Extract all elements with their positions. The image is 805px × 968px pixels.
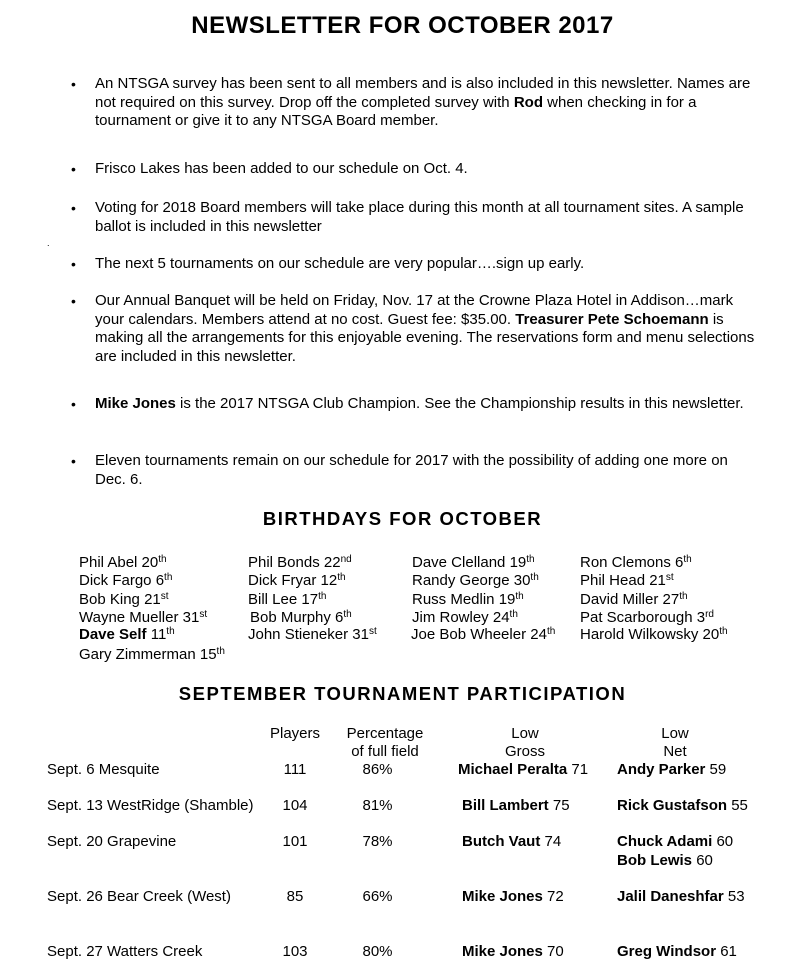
low-gross-name: Michael Peralta: [458, 761, 568, 778]
birthday-suffix: th: [166, 626, 175, 637]
header-percentage-line2: of full field: [351, 743, 419, 760]
birthday-entry: [580, 626, 728, 644]
birthday-suffix: th: [526, 554, 535, 565]
bullet-dot: •: [71, 396, 76, 412]
header-percentage: [320, 725, 450, 761]
low-gross-winner: [462, 833, 561, 851]
birthday-suffix: th: [337, 572, 346, 583]
birthday-entry: [580, 554, 692, 572]
birthday-day: 31: [182, 609, 200, 626]
birthday-name: David Miller: [580, 591, 659, 608]
announcement-text: The next 5 tournaments on our schedule are very popular….sign up early.: [95, 255, 585, 272]
low-net-score: 55: [731, 797, 748, 814]
birthday-day: 30: [513, 572, 531, 589]
birthday-entry: [79, 626, 175, 644]
birthday-entry: [412, 572, 539, 590]
tournament-percentage: 66%: [362, 888, 393, 905]
birthday-day: 11: [150, 626, 167, 643]
announcement-text: is the 2017 NTSGA Club Champion. See the Championship results in this newsletter.: [175, 395, 744, 412]
birthday-entry: [411, 626, 555, 644]
low-net-score: 53: [727, 888, 745, 905]
header-percentage-line1: Percentage: [346, 725, 424, 742]
announcement-emphasis: Treasurer Pete Schoemann: [515, 310, 709, 328]
announcement-item: [71, 160, 760, 179]
birthday-suffix: th: [546, 626, 556, 637]
header-low-net: [620, 725, 730, 761]
birthday-name: Gary Zimmerman: [79, 646, 196, 663]
birthday-entry: [79, 591, 169, 609]
low-net-winner: [617, 797, 748, 815]
tournament-event: Sept. 13 WestRidge (Shamble): [47, 797, 254, 814]
low-net-winner: [617, 852, 713, 870]
header-players: Players: [269, 725, 321, 742]
announcement-item: [71, 255, 760, 274]
birthday-name: Randy George: [412, 572, 510, 589]
low-gross-score: 71: [571, 761, 589, 778]
birthday-entry: [412, 609, 518, 627]
low-net-score: 59: [709, 761, 727, 778]
announcement-item: [71, 199, 760, 236]
birthday-suffix: th: [216, 646, 225, 657]
birthday-name: Wayne Mueller: [79, 609, 179, 626]
low-net-score: 61: [720, 943, 737, 960]
bullet-dot: •: [71, 200, 76, 216]
tournament-players: 111: [283, 761, 307, 778]
low-net-winner: [617, 833, 733, 851]
newsletter-title: NEWSLETTER FOR OCTOBER 2017: [191, 12, 614, 39]
announcement-text: Our Annual Banquet will be held on Friday, Nov. 17 at the Crowne Plaza Hotel in Addison…mark your calendars. Members attend at no cost. Guest fee: $35.00.: [95, 292, 734, 328]
birthday-entry: [248, 572, 346, 590]
low-gross-winner: [462, 888, 564, 906]
birthday-entry: [248, 591, 326, 609]
announcement-text: is making all the arrangements for this enjoyable evening. The reservations form and menu selections are included in this newsletter.: [95, 310, 755, 365]
birthday-entry: [79, 609, 207, 627]
low-gross-name: Butch Vaut: [462, 833, 541, 850]
birthday-day: 24: [530, 626, 547, 643]
announcement-text: Voting for 2018 Board members will take place during this month at all tournament sites. A sample ballot is included in this newsletter: [95, 199, 744, 235]
birthday-name: John Stieneker: [248, 626, 349, 643]
birthday-name: Russ Medlin: [412, 591, 495, 608]
tournament-percentage: 80%: [362, 943, 393, 960]
birthday-suffix: rd: [705, 609, 714, 620]
bullet-dot: •: [71, 161, 76, 177]
birthday-suffix: st: [665, 572, 674, 583]
birthday-name: Dave Self: [79, 626, 147, 643]
birthday-suffix: st: [160, 591, 169, 602]
birthday-suffix: th: [158, 554, 167, 565]
birthday-day: 24: [492, 609, 510, 626]
birthday-day: 12: [320, 572, 338, 589]
low-net-name: Andy Parker: [617, 761, 706, 778]
low-net-name: Greg Windsor: [617, 943, 717, 960]
low-gross-winner: [462, 943, 564, 961]
birthday-entry: [412, 591, 524, 609]
birthday-day: 20: [702, 626, 720, 643]
low-net-score: 60: [716, 833, 734, 850]
birthday-entry: [79, 554, 167, 572]
birthday-suffix: th: [515, 591, 524, 602]
tournament-players: 101: [282, 833, 308, 850]
birthday-day: 19: [498, 591, 516, 608]
announcement-text: Frisco Lakes has been added to our schedule on Oct. 4.: [95, 160, 468, 177]
low-gross-winner: [462, 797, 570, 815]
birthday-name: Ron Clemons: [580, 554, 671, 571]
birthday-entry: [580, 572, 674, 590]
birthday-name: Bob King: [79, 591, 140, 608]
birthday-day: 19: [509, 554, 527, 571]
tournament-percentage: 86%: [362, 761, 393, 778]
birthday-entry: [412, 554, 535, 572]
low-gross-name: Mike Jones: [462, 888, 543, 905]
low-gross-score: 74: [544, 833, 562, 850]
low-net-name: Rick Gustafson: [617, 797, 728, 814]
low-net-winner: [617, 943, 737, 961]
announcement-text: when checking in for a tournament or give it to any NTSGA Board member.: [95, 93, 697, 129]
announcement-emphasis: Rod: [513, 93, 543, 111]
tournament-players: 85: [286, 888, 304, 905]
birthday-name: Phil Abel: [79, 554, 138, 571]
announcement-item: [71, 75, 760, 131]
birthday-name: Phil Head: [580, 572, 646, 589]
birthday-day: 6: [335, 609, 344, 626]
birthday-name: Harold Wilkowsky: [580, 626, 699, 643]
birthdays-heading: BIRTHDAYS FOR OCTOBER: [262, 508, 543, 529]
tournament-heading: SEPTEMBER TOURNAMENT PARTICIPATION: [178, 683, 627, 704]
birthday-suffix: st: [199, 609, 208, 620]
announcement-item: [71, 395, 760, 414]
low-gross-score: 72: [547, 888, 564, 905]
birthday-name: Phil Bonds: [248, 554, 320, 571]
announcement-text: Eleven tournaments remain on our schedule for 2017 with the possibility of adding one more on Dec. 6.: [95, 452, 728, 488]
announcement-item: [71, 452, 760, 489]
low-net-winner: [617, 888, 745, 906]
tournament-event: Sept. 20 Grapevine: [47, 833, 177, 850]
birthday-day: 3: [696, 609, 706, 626]
birthday-suffix: th: [164, 572, 173, 583]
birthday-day: 20: [141, 554, 159, 571]
birthday-name: Dick Fargo: [79, 572, 152, 589]
birthday-name: Bill Lee: [248, 591, 298, 608]
tournament-players: 104: [282, 797, 308, 814]
birthday-day: 22: [323, 554, 341, 571]
header-low-gross: [470, 725, 580, 761]
birthday-day: 17: [301, 591, 319, 608]
birthday-suffix: th: [318, 591, 327, 602]
announcement-text: An NTSGA survey has been sent to all members and is also included in this newsletter. Names are not required on this survey. Drop off the completed survey with: [95, 75, 751, 111]
low-net-name: Chuck Adami: [617, 833, 713, 850]
tournament-event: Sept. 6 Mesquite: [47, 761, 160, 778]
bullet-dot: •: [71, 256, 76, 272]
announcement-emphasis: Mike Jones: [95, 395, 176, 412]
header-low-net-line2: Net: [663, 743, 687, 760]
birthday-day: 21: [649, 572, 666, 589]
low-net-winner: [617, 761, 726, 779]
birthday-entry: [580, 609, 714, 627]
announcement-item: [71, 292, 760, 366]
birthday-suffix: th: [719, 626, 728, 637]
birthday-entry: [250, 609, 352, 627]
birthday-entry: [79, 646, 225, 664]
birthday-suffix: th: [509, 609, 518, 620]
low-net-score: 60: [696, 852, 713, 869]
birthday-suffix: st: [368, 626, 377, 637]
low-gross-name: Mike Jones: [462, 943, 543, 960]
birthday-day: 15: [199, 646, 217, 663]
birthday-suffix: th: [530, 572, 539, 583]
low-gross-score: 70: [547, 943, 564, 960]
birthday-name: Pat Scarborough: [580, 609, 693, 626]
birthday-day: 6: [155, 572, 165, 589]
birthday-entry: [580, 591, 688, 609]
stray-mark: .: [47, 238, 50, 248]
birthday-day: 31: [352, 626, 369, 643]
tournament-percentage: 78%: [362, 833, 393, 850]
birthday-name: Joe Bob Wheeler: [411, 626, 527, 643]
birthday-day: 27: [662, 591, 680, 608]
birthday-suffix: nd: [340, 554, 352, 565]
low-net-name: Jalil Daneshfar: [617, 888, 724, 905]
birthday-name: Dick Fryar: [248, 572, 317, 589]
birthday-suffix: th: [683, 554, 692, 565]
bullet-dot: •: [71, 453, 76, 469]
tournament-players: 103: [282, 943, 308, 960]
birthday-name: Jim Rowley: [412, 609, 489, 626]
low-gross-name: Bill Lambert: [462, 797, 549, 814]
bullet-dot: •: [71, 76, 76, 92]
low-net-name: Bob Lewis: [617, 852, 693, 869]
birthday-day: 21: [144, 591, 161, 608]
header-low-gross-line2: Gross: [504, 743, 545, 760]
birthday-entry: [248, 626, 377, 644]
birthday-name: Dave Clelland: [412, 554, 506, 571]
header-low-gross-line1: Low: [511, 725, 539, 742]
birthday-day: 6: [675, 554, 684, 571]
low-gross-score: 75: [552, 797, 570, 814]
bullet-dot: •: [71, 293, 76, 309]
birthday-entry: [79, 572, 172, 590]
tournament-event: Sept. 26 Bear Creek (West): [47, 888, 231, 905]
birthday-name: Bob Murphy: [250, 609, 331, 626]
header-low-net-line1: Low: [661, 725, 689, 742]
birthday-suffix: th: [343, 609, 352, 620]
birthday-entry: [248, 554, 352, 572]
tournament-percentage: 81%: [362, 797, 393, 814]
birthday-suffix: th: [679, 591, 688, 602]
tournament-event: Sept. 27 Watters Creek: [47, 943, 203, 960]
low-gross-winner: [458, 761, 588, 779]
